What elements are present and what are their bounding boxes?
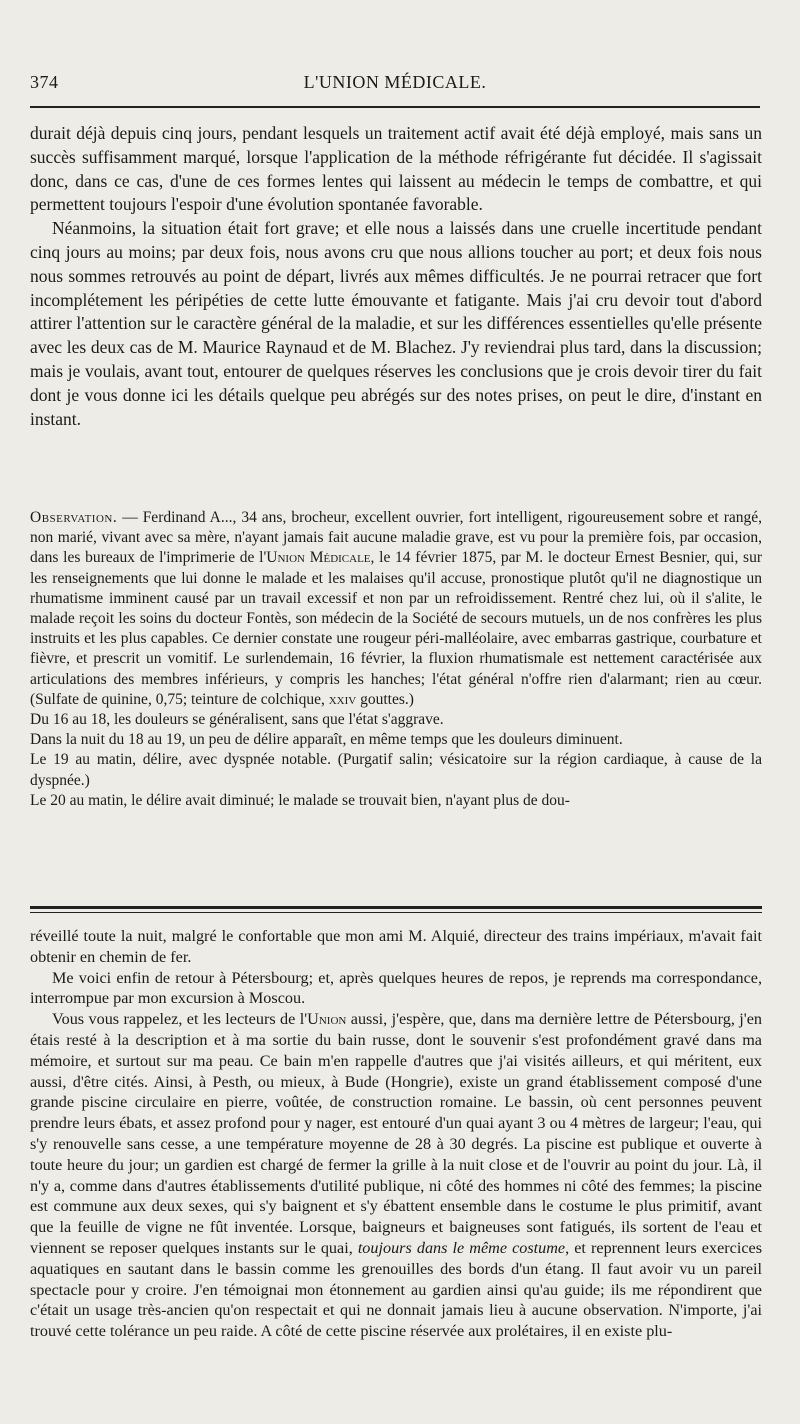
- main-article: [30, 122, 762, 431]
- feuilleton-paragraph: réveillé toute la nuit, malgré le confortable que mon ami M. Alquié, directeur des trains impériaux, m'avait fait obtenir en chemin de fer.: [30, 927, 762, 966]
- feuilleton-text: Vous vous rappelez, et les lecteurs de l': [52, 1010, 308, 1029]
- main-paragraph: durait déjà depuis cinq jours, pendant lesquels un traitement actif avait été déjà employé, mais sans un succès suffisamment marqué, lorsque l'application de la méthode réfrigérante fut décidée. Il s'agissait donc, dans ce cas, d'une de ces formes lentes qui laissent au médecin le temps de combattre, et qui permettent toujours l'espoir d'une évolution spontanée favorable.: [30, 123, 762, 215]
- observation-text: gouttes.): [356, 690, 414, 708]
- journal-name-inline: Union Médicale: [266, 549, 371, 567]
- observation-paragraph: Du 16 au 18, les douleurs se généralisent, sans que l'état s'aggrave.: [30, 711, 444, 729]
- observation-text: — Ferdinand A..., 34 ans, brocheur, excellent ouvrier, fort intelligent, rigoureusement sobre et rangé, non marié, vivant avec sa mère, n'ayant jamais fait aucune maladie grave, est vu pour la première fois, par occasion, dans les bureaux de l'imprimerie de l': [30, 509, 762, 567]
- feuilleton-rule: [30, 906, 762, 909]
- observation-section: [30, 508, 762, 811]
- header-rule: [30, 106, 760, 108]
- feuilleton-paragraph: [30, 1009, 762, 1342]
- running-header: [30, 72, 760, 102]
- italic-phrase: toujours dans le même costume: [357, 1238, 566, 1257]
- feuilleton-text: , et reprennent leurs exercices aquatiques en sautant dans le bassin comme les grenouilles des bords d'un étang. Il faut avoir vu un pareil spectacle pour y croire. J'en témoignai mon étonnement au gardien ainsi qu'au guide; ils me répondirent que c'était un usage très-ancien qu'on respectait et qui ne donnait jamais lieu à aucune observation. N'importe, j'ai trouvé cette tolérance un peu raide. A côté de cette piscine réservée aux prolétaires, il en existe plu-: [30, 1238, 763, 1341]
- observation-paragraph: Dans la nuit du 18 au 19, un peu de délire apparaît, en même temps que les douleurs diminuent.: [30, 731, 623, 749]
- main-paragraph: Néanmoins, la situation était fort grave; et elle nous a laissés dans une cruelle incertitude pendant cinq jours au moins; par deux fois, nous avons cru que nous allions toucher au port; et deux fois nous nous sommes retrouvés au point de départ, livrés aux mêmes difficultés. Je ne pourrai retracer que fort incomplétement les péripéties de cette lutte émouvante et fatigante. Mais j'ai cru devoir tout d'abord attirer l'attention sur le caractère général de la maladie, et sur les différences essentielles qu'elle présente avec les deux cas de M. Maurice Raynaud et de M. Blachez. J'y reviendrai plus tard, dans la discussion; mais je voulais, avant tout, entourer de quelques réserves les conclusions que je crois devoir tirer du fait dont je vous donne ici les détails quelque peu abrégés sur des notes prises, on peut le dire, d'instant en instant.: [30, 218, 762, 429]
- journal-name-inline: Union: [307, 1010, 347, 1029]
- page-number: 374: [30, 72, 59, 92]
- roman-numeral: xxiv: [328, 690, 357, 708]
- observation-paragraph: [30, 508, 762, 710]
- journal-title: L'UNION MÉDICALE.: [303, 72, 487, 92]
- feuilleton-rule-thin: [30, 912, 762, 913]
- observation-text: , le 14 février 1875, par M. le docteur Ernest Besnier, qui, sur les renseignements que lui donne le malade et les malaises qu'il accuse, pronostique plutôt qu'il ne diagnostique un rhumatisme imminent causé par un travail excessif et non par un refroidissement. Rentré chez lui, où il s'alite, le malade reçoit les soins du docteur Fontès, son médecin de la Société de secours mutuels, un de nos confrères les plus instruits et les plus capables. Ce dernier constate une rougeur péri-malléolaire, avec embarras gastrique, courbature et fièvre, et prescrit un vomitif. Le surlendemain, 16 février, la fluxion rhumatismale est nettement caractérisée aux articulations des membres inférieurs, y compris les hanches; l'état général n'offre rien d'alarmant; rien au cœur. (Sulfate de quinine, 0,75; teinture de colchique,: [30, 549, 762, 708]
- feuilleton-text: aussi, j'espère, que, dans ma dernière lettre de Pétersbourg, j'en étais resté à la description et à ma sortie du bain russe, dont le souvenir s'est profondément gravé dans ma mémoire, et surtout sur ma peau. Ce bain m'en rappelle d'autres que j'ai visités ailleurs, et qui méritent, eux aussi, d'être cités. Ainsi, à Pesth, ou mieux, à Bude (Hongrie), existe un grand établissement composé d'une grande piscine circulaire en pierre, voûtée, de construction romaine. Le bassin, où cent personnes peuvent prendre leurs ébats, et assez profond pour y nager, est entouré d'un quai ayant 3 ou 4 mètres de largeur; l'eau, qui s'y renouvelle sans cesse, a une température moyenne de 28 à 30 degrés. La piscine est publique et ouverte à toute heure du jour; un gardien est chargé de fermer la grille à la nuit close et de l'ouvrir au point du jour. Là, il n'y a, comme dans d'autres établissements d'utilité publique, ni côté des hommes ni côté des femmes; la piscine est commune aux deux sexes, qui s'y baignent et s'y ébattent ensemble dans le costume le plus primitif, avant que la feuille de vigne ne fût inventée. Lorsque, baigneurs et baigneuses sont fatigués, ils sortent de l'eau et viennent se reposer quelques instants sur le quai,: [30, 1010, 762, 1257]
- feuilleton-section: [30, 926, 762, 1342]
- feuilleton-paragraph: Me voici enfin de retour à Pétersbourg; et, après quelques heures de repos, je reprends ma correspondance, interrompue par mon excursion à Moscou.: [30, 968, 762, 1008]
- observation-paragraph: Le 20 au matin, le délire avait diminué; le malade se trouvait bien, n'ayant plus de dou-: [30, 791, 570, 809]
- observation-lead: Observation.: [30, 509, 118, 526]
- observation-paragraph: Le 19 au matin, délire, avec dyspnée notable. (Purgatif salin; vésicatoire sur la région cardiaque, à cause de la dyspnée.): [30, 751, 762, 789]
